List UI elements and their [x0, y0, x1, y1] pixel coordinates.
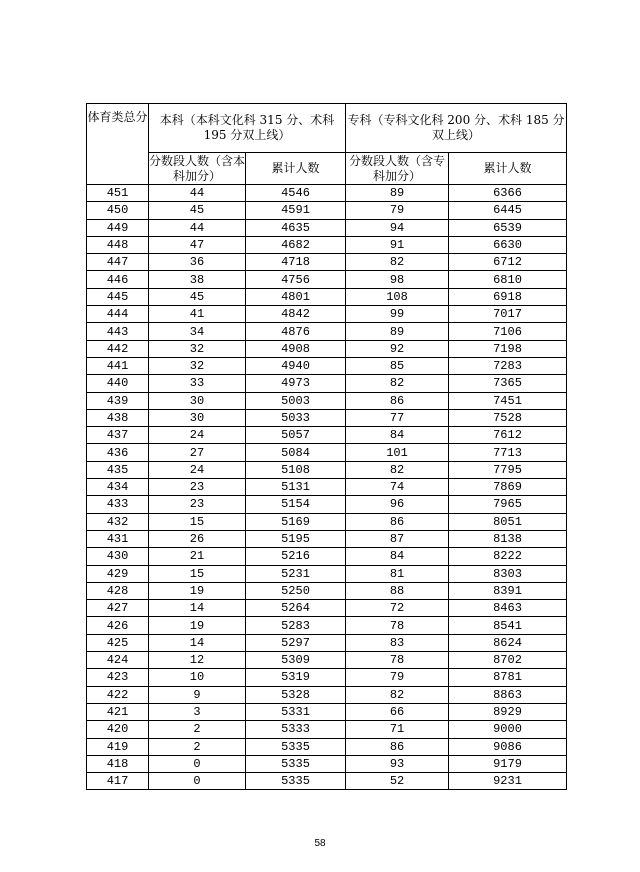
total-score-cell: 440 — [87, 375, 149, 392]
undergrad-cumulative-cell: 5264 — [246, 600, 346, 617]
table-row — [87, 548, 567, 565]
undergrad-segment-cell: 34 — [149, 323, 246, 340]
total-score-cell: 422 — [87, 686, 149, 703]
undergrad-segment-cell: 38 — [149, 271, 246, 288]
table-row — [87, 582, 567, 599]
undergrad-segment-cell: 15 — [149, 565, 246, 582]
undergrad-cumulative-cell: 5108 — [246, 461, 346, 478]
total-score-cell: 435 — [87, 461, 149, 478]
college-segment-cell: 77 — [346, 409, 449, 426]
college-segment-cell: 82 — [346, 461, 449, 478]
college-cumulative-cell: 7869 — [449, 479, 567, 496]
undergrad-cumulative-cell: 4591 — [246, 202, 346, 219]
undergrad-segment-cell: 27 — [149, 444, 246, 461]
header-undergraduate-group: 本科（本科文化科 315 分、术科 195 分双上线） — [149, 104, 346, 153]
undergrad-segment-cell: 14 — [149, 634, 246, 651]
undergrad-segment-cell: 32 — [149, 357, 246, 374]
undergrad-segment-cell: 2 — [149, 738, 246, 755]
undergrad-cumulative-cell: 5309 — [246, 652, 346, 669]
total-score-cell: 437 — [87, 427, 149, 444]
table-row — [87, 427, 567, 444]
college-segment-cell: 81 — [346, 565, 449, 582]
college-segment-cell: 89 — [346, 323, 449, 340]
college-segment-cell: 94 — [346, 219, 449, 236]
table-row — [87, 357, 567, 374]
college-segment-cell: 88 — [346, 582, 449, 599]
undergrad-cumulative-cell: 5297 — [246, 634, 346, 651]
college-cumulative-cell: 7198 — [449, 340, 567, 357]
header-undergraduate-cumulative: 累计人数 — [246, 153, 346, 185]
total-score-cell: 428 — [87, 582, 149, 599]
undergrad-segment-cell: 45 — [149, 202, 246, 219]
total-score-cell: 418 — [87, 755, 149, 772]
undergrad-segment-cell: 30 — [149, 409, 246, 426]
table-row — [87, 479, 567, 496]
table-row — [87, 271, 567, 288]
table-row — [87, 461, 567, 478]
college-cumulative-cell: 7528 — [449, 409, 567, 426]
undergrad-segment-cell: 24 — [149, 427, 246, 444]
college-cumulative-cell: 9000 — [449, 721, 567, 738]
page-number: 58 — [314, 838, 326, 849]
total-score-cell: 449 — [87, 219, 149, 236]
total-score-cell: 450 — [87, 202, 149, 219]
total-score-cell: 420 — [87, 721, 149, 738]
undergrad-cumulative-cell: 5216 — [246, 548, 346, 565]
undergrad-cumulative-cell: 4801 — [246, 288, 346, 305]
undergrad-segment-cell: 3 — [149, 703, 246, 720]
college-segment-cell: 74 — [346, 479, 449, 496]
undergrad-cumulative-cell: 5335 — [246, 755, 346, 772]
table-row — [87, 375, 567, 392]
table-row — [87, 254, 567, 271]
undergrad-segment-cell: 2 — [149, 721, 246, 738]
total-score-cell: 448 — [87, 236, 149, 253]
undergrad-cumulative-cell: 4842 — [246, 306, 346, 323]
college-segment-cell: 101 — [346, 444, 449, 461]
table-row — [87, 496, 567, 513]
undergrad-segment-cell: 44 — [149, 185, 246, 202]
undergrad-cumulative-cell: 5131 — [246, 479, 346, 496]
college-segment-cell: 72 — [346, 600, 449, 617]
total-score-cell: 423 — [87, 669, 149, 686]
total-score-cell: 431 — [87, 530, 149, 547]
table-row — [87, 721, 567, 738]
college-cumulative-cell: 6445 — [449, 202, 567, 219]
total-score-cell: 441 — [87, 357, 149, 374]
header-total-score: 体育类总分 — [87, 104, 149, 185]
college-cumulative-cell: 6630 — [449, 236, 567, 253]
table-row — [87, 669, 567, 686]
undergrad-segment-cell: 0 — [149, 773, 246, 790]
undergrad-cumulative-cell: 5169 — [246, 513, 346, 530]
undergrad-segment-cell: 23 — [149, 496, 246, 513]
college-segment-cell: 108 — [346, 288, 449, 305]
undergrad-cumulative-cell: 5335 — [246, 738, 346, 755]
table-row — [87, 288, 567, 305]
college-cumulative-cell: 7451 — [449, 392, 567, 409]
undergrad-cumulative-cell: 5333 — [246, 721, 346, 738]
table-row — [87, 755, 567, 772]
college-segment-cell: 82 — [346, 686, 449, 703]
undergrad-segment-cell: 15 — [149, 513, 246, 530]
undergrad-segment-cell: 0 — [149, 755, 246, 772]
college-cumulative-cell: 8222 — [449, 548, 567, 565]
undergrad-cumulative-cell: 4546 — [246, 185, 346, 202]
college-cumulative-cell: 7612 — [449, 427, 567, 444]
college-segment-cell: 86 — [346, 392, 449, 409]
college-cumulative-cell: 7017 — [449, 306, 567, 323]
undergrad-segment-cell: 45 — [149, 288, 246, 305]
score-distribution-table — [86, 103, 567, 790]
undergrad-cumulative-cell: 4973 — [246, 375, 346, 392]
undergrad-segment-cell: 23 — [149, 479, 246, 496]
undergrad-cumulative-cell: 4635 — [246, 219, 346, 236]
total-score-cell: 433 — [87, 496, 149, 513]
table-row — [87, 773, 567, 790]
undergrad-segment-cell: 47 — [149, 236, 246, 253]
college-cumulative-cell: 8781 — [449, 669, 567, 686]
college-segment-cell: 92 — [346, 340, 449, 357]
college-cumulative-cell: 8138 — [449, 530, 567, 547]
undergrad-segment-cell: 32 — [149, 340, 246, 357]
total-score-cell: 447 — [87, 254, 149, 271]
college-segment-cell: 98 — [346, 271, 449, 288]
undergrad-cumulative-cell: 4876 — [246, 323, 346, 340]
college-segment-cell: 93 — [346, 755, 449, 772]
college-cumulative-cell: 8929 — [449, 703, 567, 720]
college-cumulative-cell: 8303 — [449, 565, 567, 582]
college-segment-cell: 78 — [346, 652, 449, 669]
college-segment-cell: 79 — [346, 669, 449, 686]
total-score-cell: 444 — [87, 306, 149, 323]
undergrad-segment-cell: 26 — [149, 530, 246, 547]
undergrad-cumulative-cell: 5231 — [246, 565, 346, 582]
table-row — [87, 306, 567, 323]
total-score-cell: 439 — [87, 392, 149, 409]
college-cumulative-cell: 8624 — [449, 634, 567, 651]
undergrad-segment-cell: 19 — [149, 582, 246, 599]
header-junior-college-segment-count: 分数段人数（含专科加分） — [346, 153, 449, 185]
college-cumulative-cell: 9179 — [449, 755, 567, 772]
college-segment-cell: 89 — [346, 185, 449, 202]
college-cumulative-cell: 7795 — [449, 461, 567, 478]
undergrad-cumulative-cell: 5033 — [246, 409, 346, 426]
total-score-cell: 442 — [87, 340, 149, 357]
table-row — [87, 703, 567, 720]
table-row — [87, 686, 567, 703]
total-score-cell: 419 — [87, 738, 149, 755]
table-row — [87, 202, 567, 219]
undergrad-segment-cell: 14 — [149, 600, 246, 617]
total-score-cell: 427 — [87, 600, 149, 617]
table-row — [87, 236, 567, 253]
college-cumulative-cell: 9086 — [449, 738, 567, 755]
undergrad-segment-cell: 12 — [149, 652, 246, 669]
table-row — [87, 652, 567, 669]
total-score-cell: 425 — [87, 634, 149, 651]
table-row — [87, 219, 567, 236]
total-score-cell: 451 — [87, 185, 149, 202]
undergrad-cumulative-cell: 5319 — [246, 669, 346, 686]
total-score-cell: 445 — [87, 288, 149, 305]
college-cumulative-cell: 8463 — [449, 600, 567, 617]
college-cumulative-cell: 8541 — [449, 617, 567, 634]
table-row — [87, 323, 567, 340]
undergrad-cumulative-cell: 5084 — [246, 444, 346, 461]
undergrad-cumulative-cell: 5154 — [246, 496, 346, 513]
college-segment-cell: 82 — [346, 254, 449, 271]
table-row — [87, 738, 567, 755]
college-segment-cell: 84 — [346, 548, 449, 565]
undergrad-segment-cell: 9 — [149, 686, 246, 703]
table-row — [87, 513, 567, 530]
college-cumulative-cell: 7283 — [449, 357, 567, 374]
undergrad-cumulative-cell: 5057 — [246, 427, 346, 444]
undergrad-segment-cell: 36 — [149, 254, 246, 271]
header-junior-college-group: 专科（专科文化科 200 分、术科 185 分双上线） — [346, 104, 567, 153]
total-score-cell: 430 — [87, 548, 149, 565]
undergrad-segment-cell: 33 — [149, 375, 246, 392]
college-segment-cell: 96 — [346, 496, 449, 513]
college-segment-cell: 86 — [346, 513, 449, 530]
college-segment-cell: 86 — [346, 738, 449, 755]
college-cumulative-cell: 9231 — [449, 773, 567, 790]
college-cumulative-cell: 6810 — [449, 271, 567, 288]
total-score-cell: 434 — [87, 479, 149, 496]
total-score-cell: 426 — [87, 617, 149, 634]
total-score-cell: 443 — [87, 323, 149, 340]
college-segment-cell: 83 — [346, 634, 449, 651]
undergrad-cumulative-cell: 4756 — [246, 271, 346, 288]
table-row — [87, 634, 567, 651]
table-row — [87, 392, 567, 409]
undergrad-cumulative-cell: 5250 — [246, 582, 346, 599]
table-row — [87, 340, 567, 357]
undergrad-segment-cell: 10 — [149, 669, 246, 686]
undergrad-segment-cell: 19 — [149, 617, 246, 634]
college-segment-cell: 52 — [346, 773, 449, 790]
undergrad-cumulative-cell: 5328 — [246, 686, 346, 703]
table-row — [87, 617, 567, 634]
total-score-cell: 438 — [87, 409, 149, 426]
total-score-cell: 432 — [87, 513, 149, 530]
undergrad-cumulative-cell: 4718 — [246, 254, 346, 271]
total-score-cell: 436 — [87, 444, 149, 461]
undergrad-cumulative-cell: 5195 — [246, 530, 346, 547]
college-cumulative-cell: 6539 — [449, 219, 567, 236]
college-segment-cell: 71 — [346, 721, 449, 738]
college-cumulative-cell: 7965 — [449, 496, 567, 513]
total-score-cell: 417 — [87, 773, 149, 790]
undergrad-cumulative-cell: 5335 — [246, 773, 346, 790]
undergrad-cumulative-cell: 4908 — [246, 340, 346, 357]
undergrad-segment-cell: 30 — [149, 392, 246, 409]
undergrad-cumulative-cell: 4682 — [246, 236, 346, 253]
total-score-cell: 424 — [87, 652, 149, 669]
table-row — [87, 409, 567, 426]
table-row — [87, 530, 567, 547]
college-segment-cell: 85 — [346, 357, 449, 374]
college-cumulative-cell: 7713 — [449, 444, 567, 461]
college-segment-cell: 84 — [346, 427, 449, 444]
undergrad-cumulative-cell: 4940 — [246, 357, 346, 374]
college-cumulative-cell: 8391 — [449, 582, 567, 599]
college-segment-cell: 78 — [346, 617, 449, 634]
table-body — [87, 185, 567, 790]
college-segment-cell: 79 — [346, 202, 449, 219]
total-score-cell: 429 — [87, 565, 149, 582]
table-row — [87, 444, 567, 461]
table-row — [87, 185, 567, 202]
college-segment-cell: 87 — [346, 530, 449, 547]
undergrad-segment-cell: 44 — [149, 219, 246, 236]
college-cumulative-cell: 6918 — [449, 288, 567, 305]
college-segment-cell: 99 — [346, 306, 449, 323]
total-score-cell: 446 — [87, 271, 149, 288]
table-row — [87, 600, 567, 617]
college-cumulative-cell: 7106 — [449, 323, 567, 340]
header-junior-college-cumulative: 累计人数 — [449, 153, 567, 185]
undergrad-cumulative-cell: 5331 — [246, 703, 346, 720]
table-row — [87, 565, 567, 582]
undergrad-segment-cell: 21 — [149, 548, 246, 565]
college-cumulative-cell: 8702 — [449, 652, 567, 669]
college-cumulative-cell: 6366 — [449, 185, 567, 202]
undergrad-segment-cell: 41 — [149, 306, 246, 323]
college-segment-cell: 82 — [346, 375, 449, 392]
college-segment-cell: 66 — [346, 703, 449, 720]
college-cumulative-cell: 8051 — [449, 513, 567, 530]
undergrad-cumulative-cell: 5003 — [246, 392, 346, 409]
header-undergraduate-segment-count: 分数段人数（含本科加分） — [149, 153, 246, 183]
undergrad-segment-cell: 24 — [149, 461, 246, 478]
college-cumulative-cell: 8863 — [449, 686, 567, 703]
college-cumulative-cell: 7365 — [449, 375, 567, 392]
total-score-cell: 421 — [87, 703, 149, 720]
college-cumulative-cell: 6712 — [449, 254, 567, 271]
undergrad-cumulative-cell: 5283 — [246, 617, 346, 634]
college-segment-cell: 91 — [346, 236, 449, 253]
